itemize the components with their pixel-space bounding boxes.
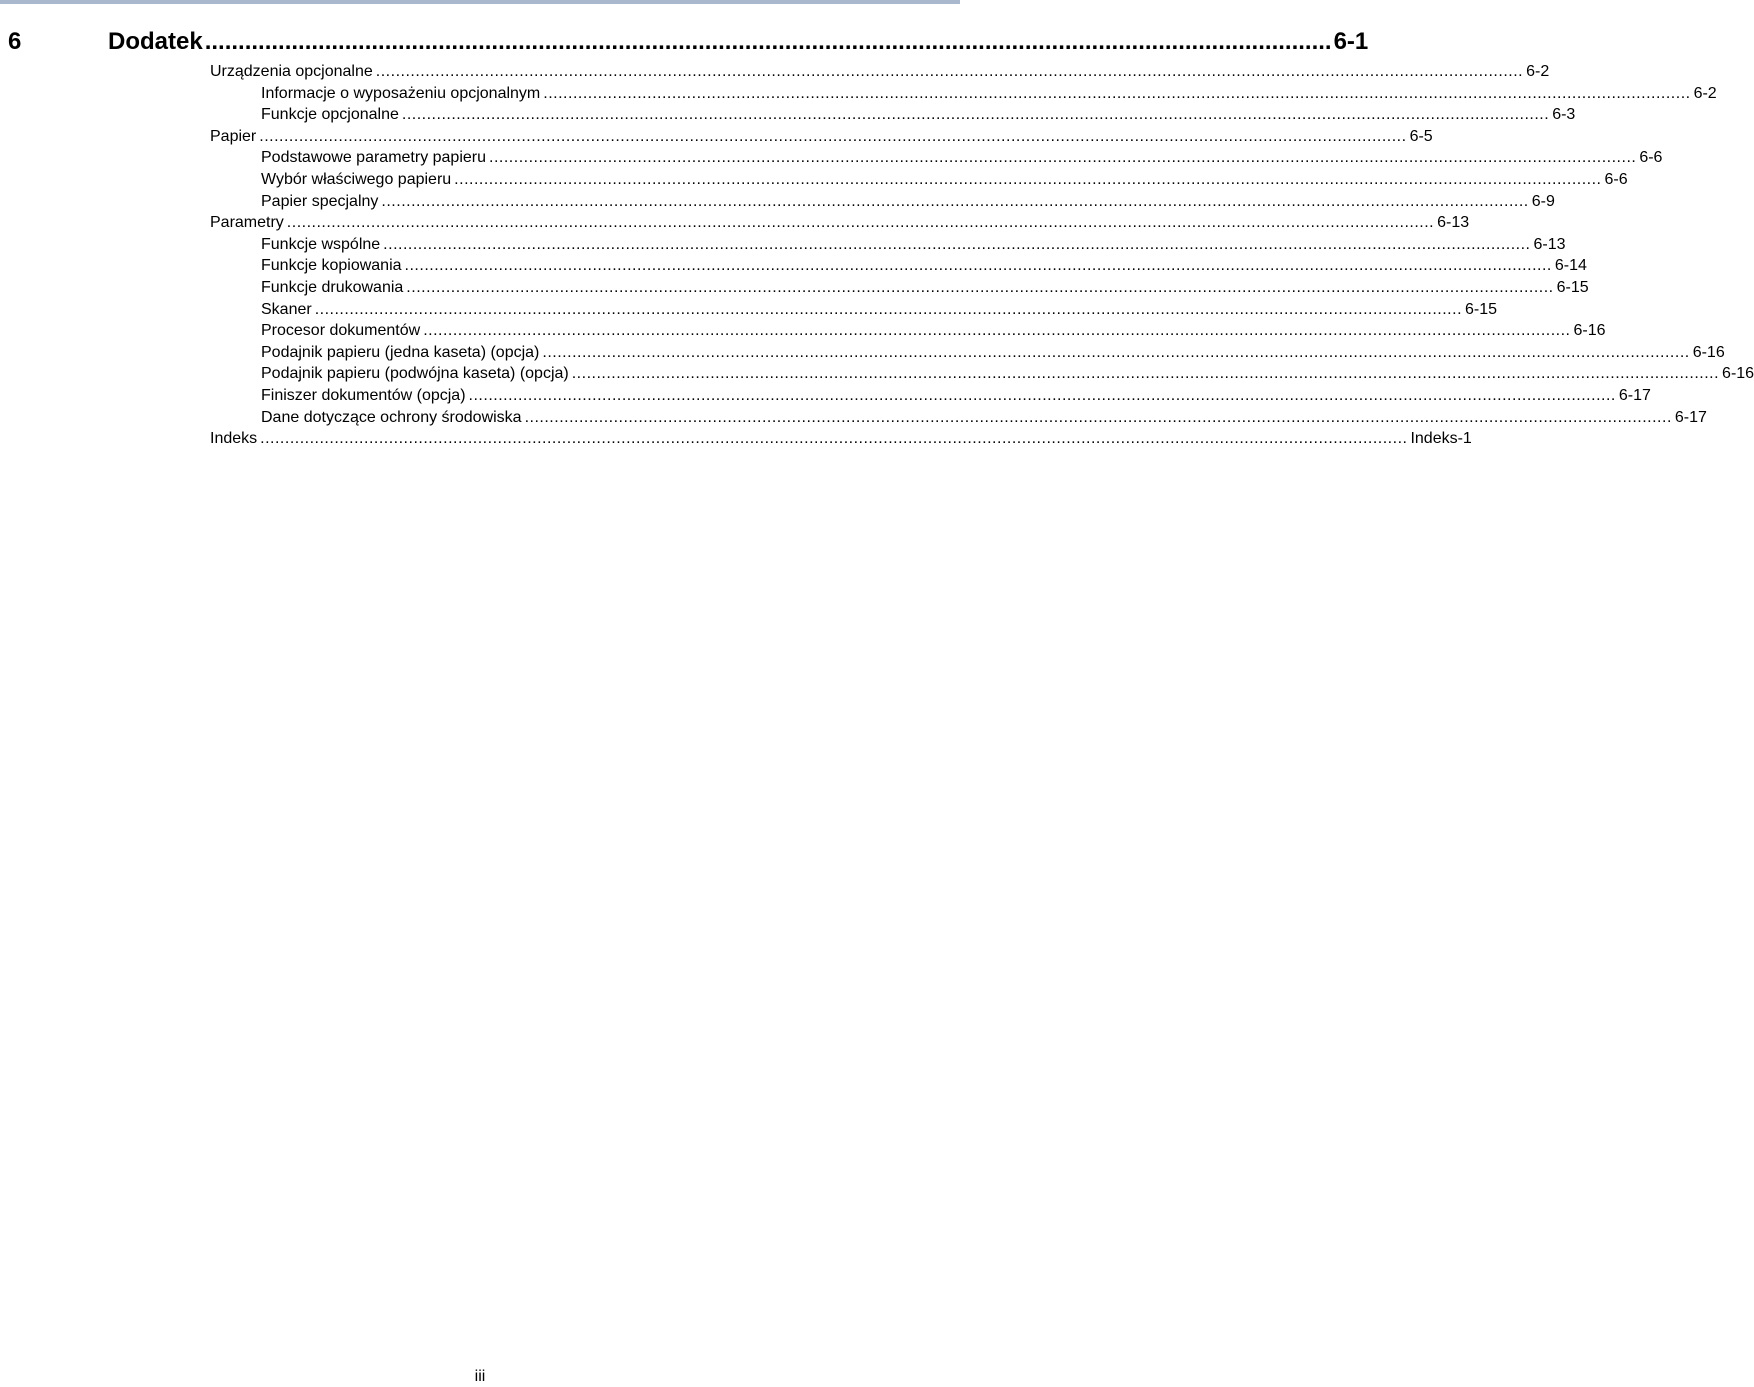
dot-leader: ........................................................................................................................................................................................................................................ xyxy=(381,192,1529,210)
toc-entry-page: 6-3 xyxy=(1552,106,1576,124)
toc-entry[interactable] xyxy=(210,385,1651,407)
dot-leader: ........................................................................................................................................................................................................................................ xyxy=(489,149,1637,167)
toc-entry-page: 6-15 xyxy=(1465,300,1498,318)
chapter-number: 6 xyxy=(8,28,22,55)
toc-entry[interactable] xyxy=(210,147,1663,169)
dot-leader: ........................................................................................................................................................................................................................................ xyxy=(383,235,1531,253)
toc-entry-page: 6-16 xyxy=(1692,343,1725,361)
toc-entry-label: Urządzenia opcjonalne xyxy=(210,63,373,80)
toc-entry-page: 6-6 xyxy=(1639,149,1663,167)
toc-entry-label: Podajnik papieru (podwójna kaseta) (opcja) xyxy=(261,365,569,383)
toc-entry-label: Informacje o wyposażeniu opcjonalnym xyxy=(261,84,541,102)
toc-entry-label: Papier xyxy=(210,127,257,145)
toc-entry-page: 6-16 xyxy=(1573,322,1606,340)
toc-entry[interactable] xyxy=(210,234,1566,256)
toc-entry[interactable] xyxy=(210,428,1472,450)
toc-entry[interactable] xyxy=(210,169,1628,191)
toc-entry-page: 6-17 xyxy=(1674,408,1707,426)
toc-entry-page: 6-9 xyxy=(1531,192,1555,210)
dot-leader: ......................................................................................................................................................................... xyxy=(204,28,1332,55)
header-rule xyxy=(0,0,960,4)
toc-entry-page: 6-13 xyxy=(1533,235,1566,253)
toc-entry-page: 6-17 xyxy=(1618,386,1651,404)
toc-entry-page: 6-2 xyxy=(1526,63,1550,80)
toc-entry-label: Podajnik papieru (jedna kaseta) (opcja) xyxy=(261,343,540,361)
toc-entry[interactable] xyxy=(210,407,1707,429)
dot-leader: ........................................................................................................................................................................................................................................ xyxy=(259,127,1407,145)
dot-leader: ........................................................................................................................................................................................................................................ xyxy=(468,386,1616,404)
dot-leader: ........................................................................................................................................................................................................................................ xyxy=(260,430,1408,448)
toc-entry[interactable] xyxy=(210,104,1576,126)
toc-entry-page: Indeks-1 xyxy=(1410,430,1472,448)
toc-entry-label: Parametry xyxy=(210,214,284,232)
toc-entry-label: Dane dotyczące ochrony środowiska xyxy=(261,408,522,426)
toc-entry[interactable] xyxy=(210,299,1498,321)
toc-entry-label: Papier specjalny xyxy=(261,192,379,210)
dot-leader: ........................................................................................................................................................................................................................................ xyxy=(543,84,1691,102)
toc-entry-label: Funkcje opcjonalne xyxy=(261,106,399,124)
toc-entry[interactable] xyxy=(210,191,1555,213)
toc-entry-page: 6-2 xyxy=(1693,84,1717,102)
toc-entry-label: Skaner xyxy=(261,300,312,318)
toc-entry[interactable] xyxy=(210,126,1433,148)
toc-entry-page: 6-15 xyxy=(1556,278,1589,296)
chapter-page: 6-1 xyxy=(1333,28,1369,55)
toc-entry-label: Funkcje kopiowania xyxy=(261,257,402,275)
toc-entry-label: Funkcje drukowania xyxy=(261,278,404,296)
dot-leader: ........................................................................................................................................................................................................................................ xyxy=(454,170,1602,188)
toc-entry[interactable] xyxy=(210,342,1725,364)
toc-entry[interactable] xyxy=(210,255,1587,277)
dot-leader: ........................................................................................................................................................................................................................................ xyxy=(406,278,1554,296)
chapter-title: Dodatek xyxy=(108,28,203,55)
toc-entry[interactable] xyxy=(210,363,1754,385)
toc-entry[interactable] xyxy=(210,320,1606,342)
dot-leader: ........................................................................................................................................................................................................................................ xyxy=(314,300,1463,318)
toc-entry-page: 6-13 xyxy=(1437,214,1470,232)
toc-entry-label: Wybór właściwego papieru xyxy=(261,170,452,188)
dot-leader: ........................................................................................................................................................................................................................................ xyxy=(542,343,1690,361)
dot-leader: ........................................................................................................................................................................................................................................ xyxy=(401,106,1550,124)
toc-entry-label: Podstawowe parametry papieru xyxy=(261,149,487,167)
toc-entry[interactable] xyxy=(210,83,1717,105)
toc-entry-label: Indeks xyxy=(210,430,258,448)
dot-leader: ........................................................................................................................................................................................................................................ xyxy=(404,257,1552,275)
toc-entry-page: 6-6 xyxy=(1604,170,1628,188)
dot-leader: ........................................................................................................................................................................................................................................ xyxy=(423,322,1571,340)
dot-leader: ........................................................................................................................................................................................................................................ xyxy=(375,63,1524,80)
chapter-heading[interactable] xyxy=(8,26,1369,58)
dot-leader: ........................................................................................................................................................................................................................................ xyxy=(571,365,1720,383)
page-number: iii xyxy=(474,1368,486,1385)
dot-leader: ........................................................................................................................................................................................................................................ xyxy=(524,408,1672,426)
toc-entry-page: 6-16 xyxy=(1722,365,1754,383)
toc-entry-label: Finiszer dokumentów (opcja) xyxy=(261,386,466,404)
table-of-contents xyxy=(210,61,1754,450)
toc-entry-label: Procesor dokumentów xyxy=(261,322,421,340)
toc-entry-label: Funkcje wspólne xyxy=(261,235,381,253)
dot-leader: ........................................................................................................................................................................................................................................ xyxy=(286,214,1435,232)
toc-entry-page: 6-5 xyxy=(1409,127,1433,145)
toc-entry[interactable] xyxy=(210,277,1589,299)
toc-entry[interactable] xyxy=(210,61,1550,83)
toc-entry[interactable] xyxy=(210,212,1470,234)
toc-entry-page: 6-14 xyxy=(1554,257,1587,275)
